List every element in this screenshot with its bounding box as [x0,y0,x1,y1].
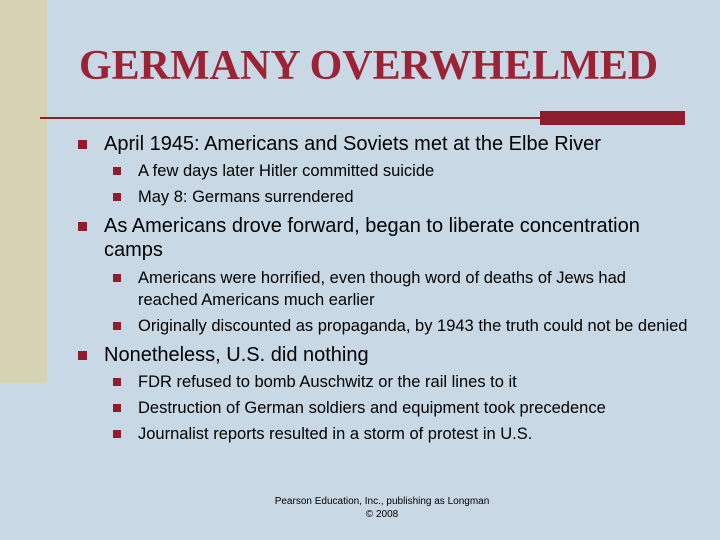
title-underline-block [540,111,685,125]
sub-bullet-item [78,397,688,419]
bullet-item [78,214,688,262]
sub-bullet-item [78,315,688,337]
sub-bullet-text: Destruction of German soldiers and equipment took precedence [138,399,606,417]
bullet-text: Nonetheless, U.S. did nothing [104,344,369,366]
footer-publisher: Pearson Education, Inc., publishing as Longman [274,496,490,507]
bullet-text: As Americans drove forward, began to liberate concentration camps [104,215,640,261]
sub-bullet-text: FDR refused to bomb Auschwitz or the rail lines to it [138,373,517,391]
side-accent-bar [0,0,47,383]
square-bullet-icon [113,430,121,438]
sub-bullet-text: May 8: Germans surrendered [138,188,354,206]
square-bullet-icon [113,404,121,412]
square-bullet-icon [113,193,121,201]
slide-footer [262,495,502,521]
square-bullet-icon [113,167,121,175]
slide-title: GERMANY OVERWHELMED [79,43,659,89]
square-bullet-icon [113,274,121,282]
bullet-text: April 1945: Americans and Soviets met at the Elbe River [104,133,601,155]
sub-bullet-item [78,423,688,445]
square-bullet-icon [78,222,87,231]
square-bullet-icon [78,140,87,149]
sub-bullet-item [78,371,688,393]
bullet-item [78,132,688,156]
square-bullet-icon [113,378,121,386]
sub-bullet-item [78,160,688,182]
sub-bullet-item [78,267,688,311]
sub-bullet-text: Journalist reports resulted in a storm of protest in U.S. [138,425,533,443]
sub-bullet-text: Americans were horrified, even though word of deaths of Jews had reached Americans much earlier [138,269,626,309]
sub-bullet-item [78,186,688,208]
footer-copyright: © 2008 [365,509,399,520]
bullet-list [78,130,688,445]
square-bullet-icon [113,322,121,330]
sub-bullet-text: A few days later Hitler committed suicide [138,162,435,180]
bullet-item [78,343,688,367]
square-bullet-icon [78,351,87,360]
sub-bullet-text: Originally discounted as propaganda, by 1943 the truth could not be denied [138,317,688,335]
